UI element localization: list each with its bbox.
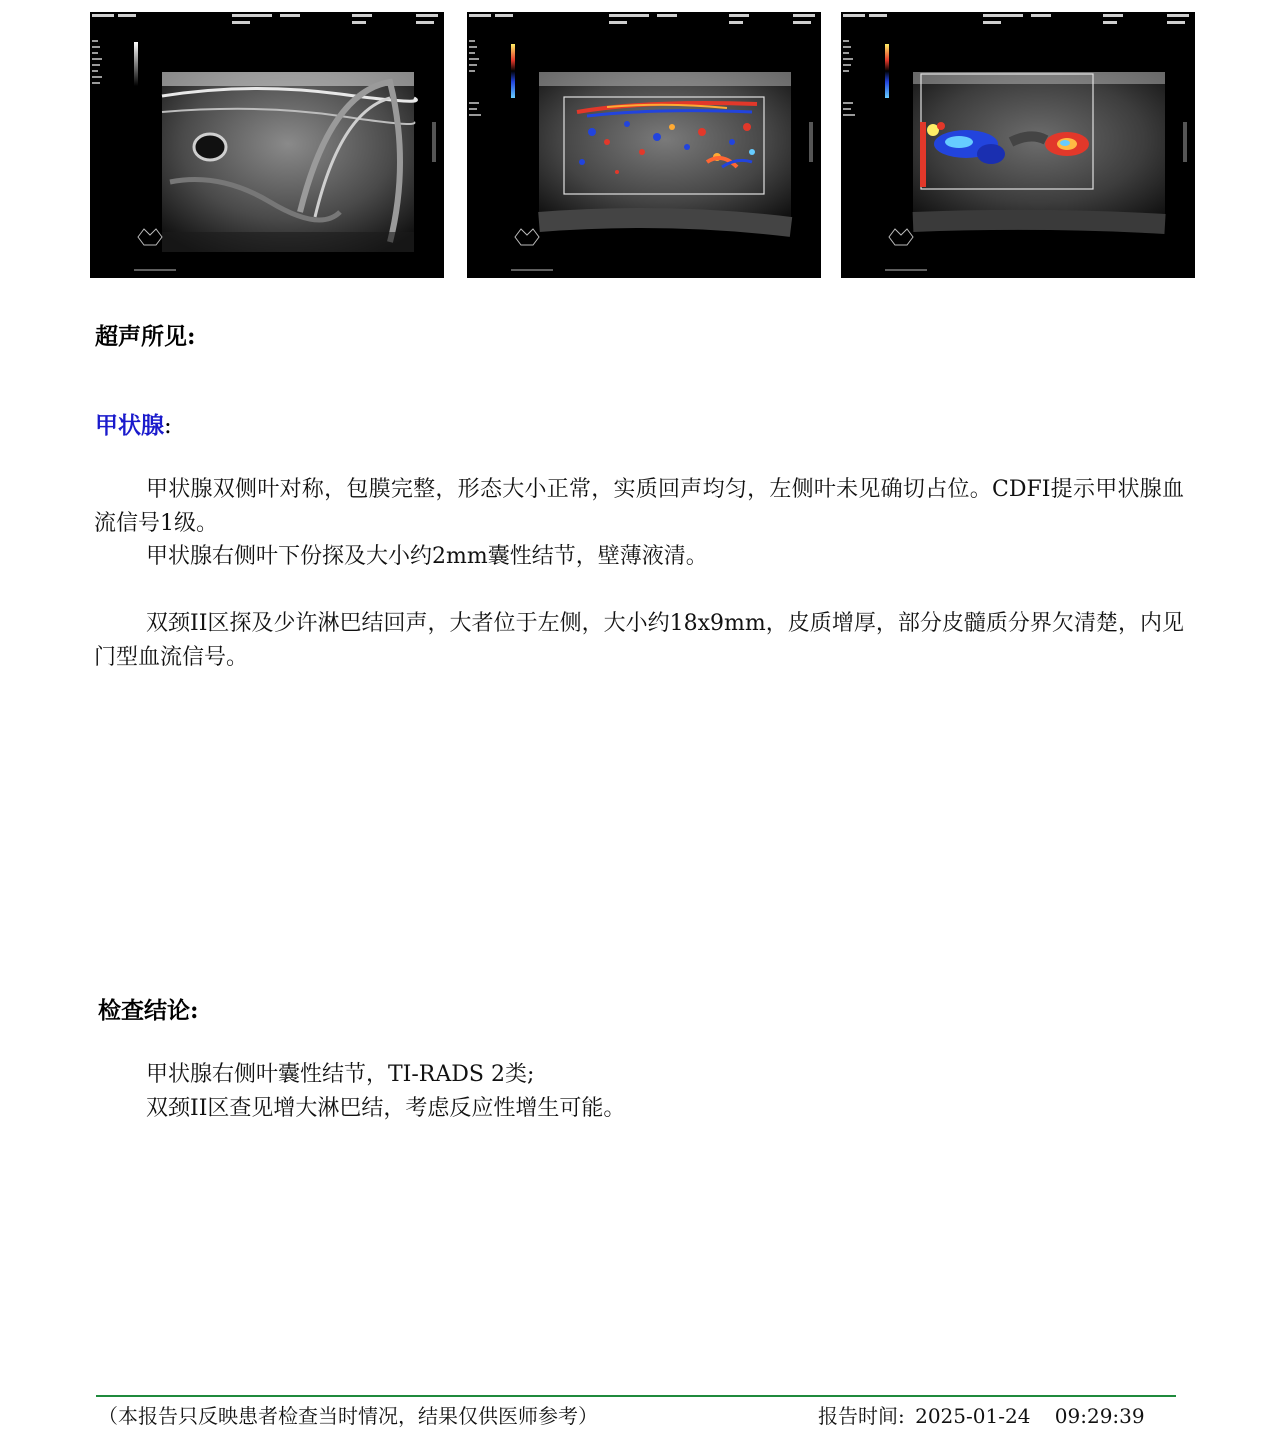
conclusion-line-1: 甲状腺右侧叶囊性结节，TI-RADS 2类; [146, 1062, 535, 1087]
report-time-label: 报告时间: [818, 1404, 905, 1428]
ultrasound-image-strip [90, 12, 1196, 278]
report-time [818, 1400, 1149, 1429]
findings-heading: 超声所见: [95, 323, 196, 350]
ultrasound-image-3[interactable] [841, 12, 1195, 278]
report-date: 2025-01-24 [915, 1404, 1031, 1428]
report-clock: 09:29:39 [1054, 1404, 1145, 1428]
findings-paragraph-2: 甲状腺右侧叶下份探及大小约2mm囊性结节，壁薄液清。 [146, 544, 708, 569]
organ-title-text: 甲状腺 [95, 412, 164, 439]
findings-paragraph-1: 甲状腺双侧叶对称，包膜完整，形态大小正常，实质回声均匀，左侧叶未见确切占位。CDFI提示甲状腺血流信号1级。 [94, 477, 1184, 536]
conclusion-heading: 检查结论: [98, 997, 199, 1024]
organ-title-colon: : [164, 413, 172, 439]
conclusion-line-2: 双颈II区查见增大淋巴结，考虑反应性增生可能。 [146, 1096, 626, 1121]
findings-paragraph-3: 双颈II区探及少许淋巴结回声，大者位于左侧，大小约18x9mm，皮质增厚，部分皮髓质分界欠清楚，内见门型血流信号。 [94, 611, 1184, 670]
organ-title [95, 407, 172, 440]
footer-disclaimer: （本报告只反映患者检查当时情况，结果仅供医师参考） [98, 1404, 598, 1428]
footer-rule [96, 1395, 1176, 1397]
ultrasound-image-2[interactable] [467, 12, 821, 278]
ultrasound-image-1[interactable] [90, 12, 444, 278]
